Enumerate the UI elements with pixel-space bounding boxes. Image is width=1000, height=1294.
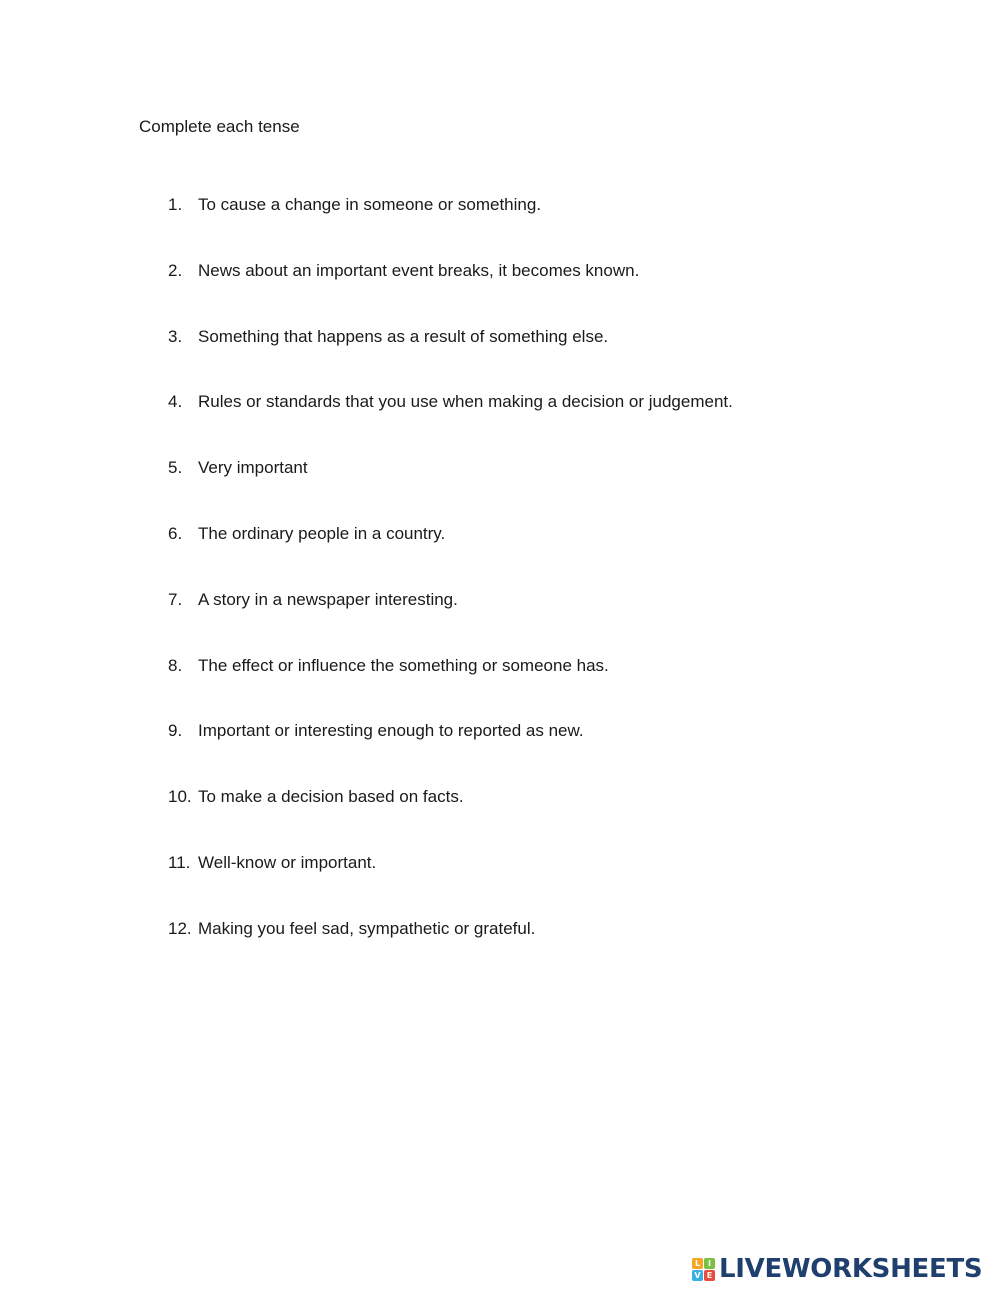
item-text: The ordinary people in a country. bbox=[198, 523, 446, 543]
list-item bbox=[0, 720, 1000, 786]
logo-mark-i: I bbox=[704, 1258, 715, 1269]
list-item bbox=[0, 326, 1000, 392]
item-text: To make a decision based on facts. bbox=[198, 787, 464, 807]
item-text: Something that happens as a result of something else. bbox=[198, 326, 609, 346]
item-text: Rules or standards that you use when making a decision or judgement. bbox=[198, 392, 733, 412]
item-number: 8. bbox=[168, 655, 183, 675]
item-number: 9. bbox=[168, 721, 183, 741]
item-text: Well-know or important. bbox=[198, 852, 377, 872]
list-item bbox=[0, 194, 1000, 260]
item-text: Making you feel sad, sympathetic or grateful. bbox=[198, 918, 536, 938]
item-text: A story in a newspaper interesting. bbox=[198, 589, 458, 609]
list-item bbox=[0, 457, 1000, 523]
logo-mark-icon bbox=[692, 1258, 715, 1281]
list-item bbox=[0, 589, 1000, 655]
liveworksheets-logo[interactable] bbox=[692, 1254, 982, 1284]
list-item bbox=[0, 655, 1000, 721]
logo-mark-e: E bbox=[704, 1270, 715, 1281]
list-item bbox=[0, 523, 1000, 589]
item-text: The effect or influence the something or someone has. bbox=[198, 655, 609, 675]
list-item bbox=[0, 918, 1000, 984]
item-text: To cause a change in someone or something. bbox=[198, 195, 542, 214]
item-number: 4. bbox=[168, 392, 183, 412]
item-text: News about an important event breaks, it becomes known. bbox=[198, 260, 640, 280]
item-number: 2. bbox=[168, 260, 183, 280]
list-item bbox=[0, 852, 1000, 918]
logo-mark-l: L bbox=[692, 1258, 703, 1269]
item-text: Very important bbox=[198, 458, 308, 478]
item-number: 6. bbox=[168, 523, 183, 543]
item-number: 7. bbox=[168, 589, 183, 609]
item-number: 12. bbox=[168, 918, 192, 938]
page-title: Complete each tense bbox=[139, 117, 300, 136]
list-item bbox=[0, 786, 1000, 852]
item-text: Important or interesting enough to reported as new. bbox=[198, 721, 584, 741]
list-item bbox=[0, 260, 1000, 326]
list-item bbox=[0, 391, 1000, 457]
item-number: 11. bbox=[168, 852, 191, 872]
item-number: 3. bbox=[168, 326, 183, 346]
definition-list bbox=[0, 194, 1000, 984]
item-number: 5. bbox=[168, 458, 183, 478]
logo-mark-v: V bbox=[692, 1270, 703, 1281]
item-number: 10. bbox=[168, 787, 192, 807]
item-number: 1. bbox=[168, 195, 183, 214]
logo-wordmark: LIVEWORKSHEETS bbox=[719, 1254, 983, 1284]
